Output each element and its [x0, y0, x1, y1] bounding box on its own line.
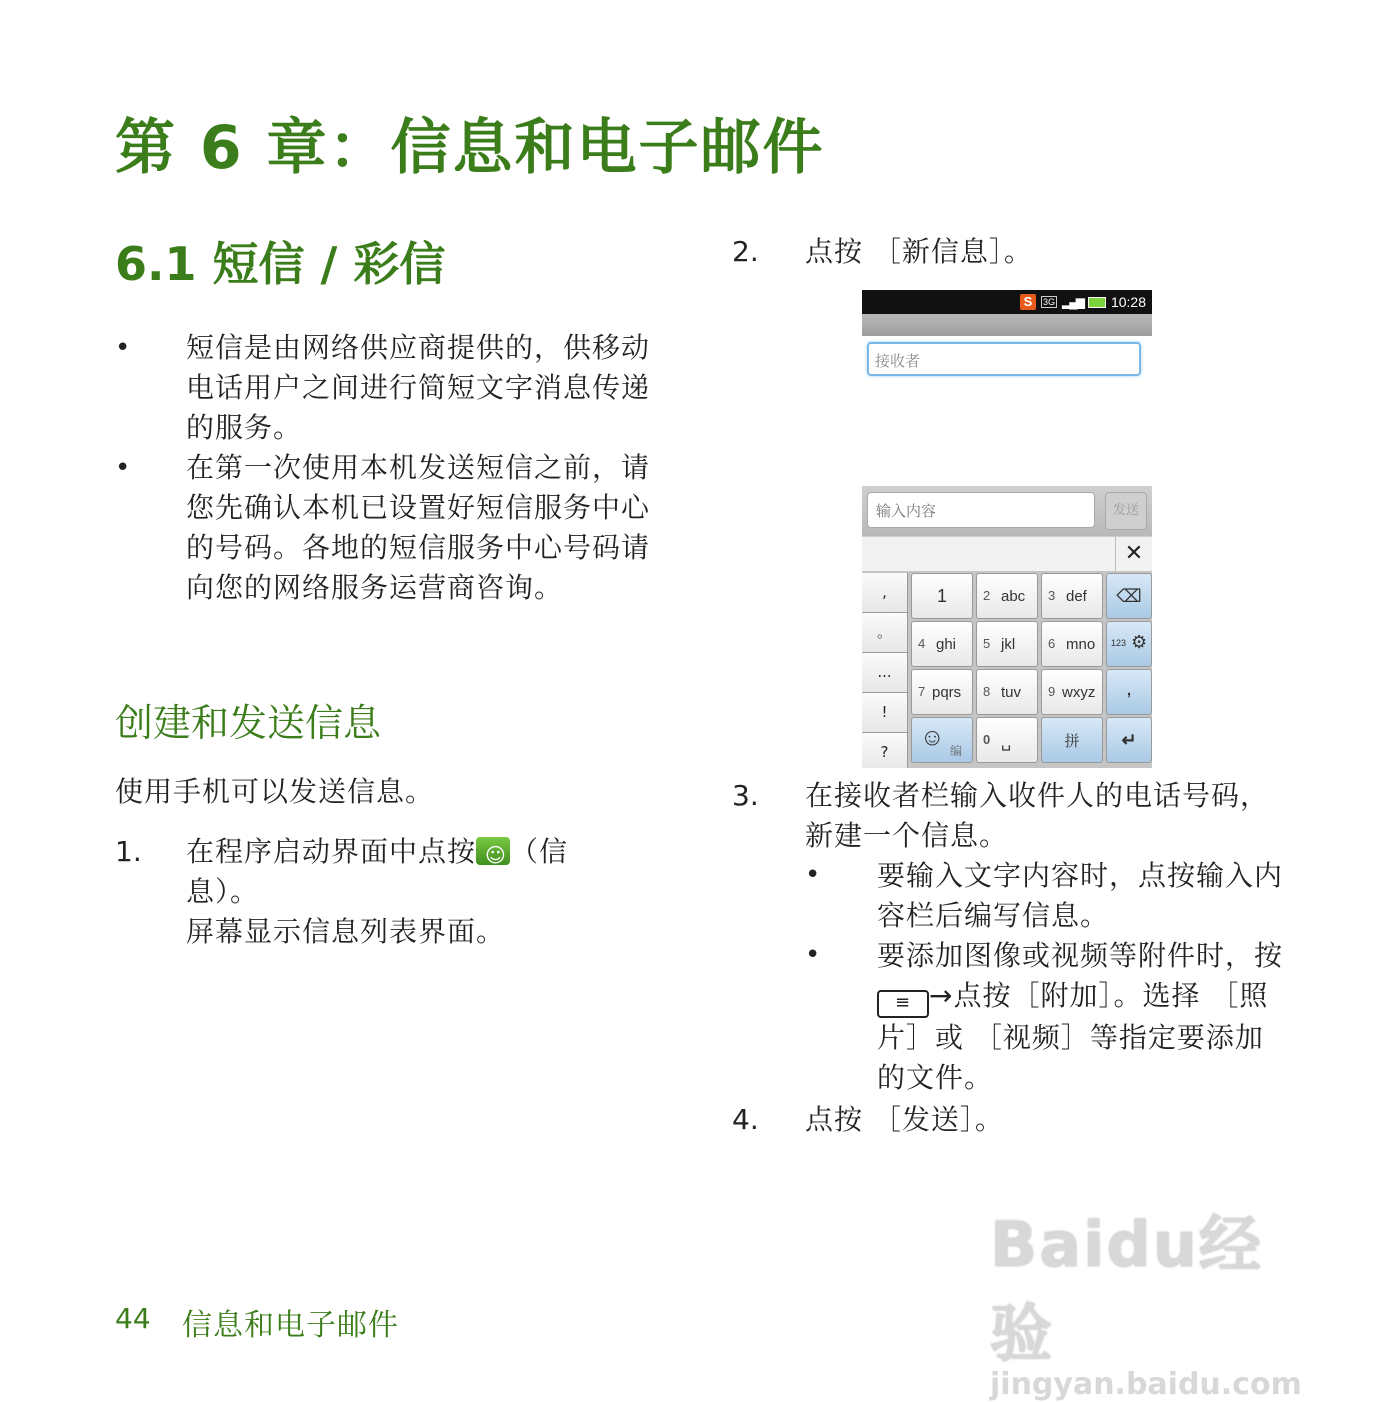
- key-digit: 2: [983, 588, 991, 603]
- key-7[interactable]: [911, 669, 973, 715]
- punct-key[interactable]: ?: [862, 733, 908, 768]
- step-2-text: 点按 ［新信息］。: [805, 235, 1033, 268]
- key-digit: 5: [983, 636, 991, 651]
- phone-screenshot: [862, 290, 1152, 768]
- punctuation-column: [862, 573, 908, 768]
- section-title: 6.1 短信 / 彩信: [115, 237, 446, 291]
- step-3-text: 在接收者栏输入收件人的电话号码，新建一个信息。: [805, 779, 1270, 852]
- emoji-edit-key[interactable]: [911, 717, 973, 763]
- punct-key[interactable]: !: [862, 693, 908, 733]
- bullet-dot: •: [115, 333, 131, 363]
- key-3[interactable]: [1041, 573, 1103, 619]
- subsection-title: 创建和发送信息: [115, 701, 382, 745]
- intro-bullet-2: 在第一次使用本机发送短信之前，请您先确认本机已设置好短信服务中心的号码。各地的短信服务中心号码请向您的网络服务运营商咨询。: [186, 451, 651, 604]
- step-3-bullet-1: 要输入文字内容时，点按输入内容栏后编写信息。: [877, 859, 1284, 932]
- step-1-part-b: （信息）。: [186, 835, 569, 908]
- key-5[interactable]: [976, 621, 1038, 667]
- bullet-dot: •: [805, 940, 821, 970]
- comma-label: ,: [1126, 682, 1132, 699]
- battery-icon: [1088, 297, 1106, 308]
- status-time: 10:28: [1110, 294, 1146, 310]
- compose-area: [862, 336, 1152, 486]
- close-keyboard-icon[interactable]: ✕: [1115, 537, 1152, 571]
- pinyin-key[interactable]: [1041, 717, 1103, 763]
- key-letters: abc: [1001, 588, 1026, 605]
- key-letters: def: [1066, 588, 1087, 605]
- bullet-dot: •: [805, 860, 821, 890]
- menu-key-icon: ≡: [877, 990, 929, 1018]
- key-digit: 4: [918, 636, 926, 651]
- chapter-title: 第 6 章：信息和电子邮件: [115, 113, 825, 183]
- settings-key[interactable]: [1106, 621, 1152, 667]
- key-1-label: 1: [936, 586, 947, 606]
- keyboard: [862, 571, 1152, 768]
- smiley-icon: ☺: [920, 724, 945, 751]
- key-2[interactable]: [976, 573, 1038, 619]
- key-digit: 3: [1048, 588, 1056, 603]
- pinyin-label: 拼: [1064, 733, 1080, 750]
- key-1[interactable]: [911, 573, 973, 619]
- edit-label: 编: [950, 744, 963, 758]
- watermark-url: jingyan.baidu.com: [990, 1367, 1302, 1402]
- footer-chapter: 信息和电子邮件: [182, 1308, 399, 1343]
- step-3-bullet-2-part-b: →点按［附加］。选择 ［照片］或 ［视频］等指定要添加的文件。: [877, 979, 1269, 1094]
- space-key[interactable]: [976, 717, 1038, 763]
- enter-key[interactable]: [1106, 717, 1152, 763]
- key-digit: 8: [983, 684, 991, 699]
- backspace-icon: ⌫: [1116, 586, 1142, 606]
- baidu-watermark: [990, 1195, 1320, 1402]
- gear-icon: ⚙: [1131, 632, 1148, 652]
- send-button[interactable]: 发送: [1105, 492, 1147, 530]
- step-1-part-a: 在程序启动界面中点按: [186, 835, 477, 868]
- key-digit: 9: [1048, 684, 1056, 699]
- message-input-bar: [862, 486, 1152, 536]
- key-9[interactable]: [1041, 669, 1103, 715]
- comma-key[interactable]: [1106, 669, 1152, 715]
- step-4-number: 4.: [732, 1103, 759, 1136]
- sogou-icon: S: [1020, 294, 1036, 310]
- key-letters: ghi: [936, 636, 957, 653]
- step-1-number: 1.: [115, 835, 142, 868]
- key-letters: mno: [1066, 636, 1096, 653]
- signal-icon: ▂▄▆: [1061, 295, 1083, 309]
- step-4-text: 点按 ［发送］。: [805, 1103, 1004, 1136]
- key-digit: 6: [1048, 636, 1056, 651]
- recipient-field[interactable]: 接收者: [867, 342, 1141, 376]
- punct-key[interactable]: 。: [862, 613, 908, 653]
- mode-label: 123: [1111, 638, 1127, 648]
- enter-icon: ↵: [1121, 730, 1137, 750]
- space-icon: ␣: [1001, 734, 1012, 751]
- step-3-number: 3.: [732, 779, 759, 812]
- key-4[interactable]: [911, 621, 973, 667]
- status-bar: [862, 290, 1152, 314]
- intro-bullet-1: 短信是由网络供应商提供的，供移动电话用户之间进行简短文字消息传递的服务。: [186, 331, 651, 444]
- step-3-bullet-2-part-a: 要添加图像或视频等附件时，按: [877, 939, 1284, 972]
- candidate-bar: [862, 536, 1152, 571]
- step-1-text: [186, 832, 626, 912]
- key-8[interactable]: [976, 669, 1038, 715]
- watermark-logo: Baidu经验: [990, 1208, 1263, 1370]
- key-letters: jkl: [1001, 636, 1016, 653]
- key-digit: 7: [918, 684, 926, 699]
- messaging-app-icon: [476, 837, 510, 865]
- page-number: 44: [115, 1302, 151, 1335]
- step-1-result: 屏幕显示信息列表界面。: [186, 915, 506, 948]
- key-letters: pqrs: [932, 684, 962, 701]
- key-letters: wxyz: [1062, 684, 1096, 701]
- network-3g-icon: 3G: [1042, 297, 1055, 307]
- backspace-key[interactable]: [1106, 573, 1152, 619]
- punct-key[interactable]: ...: [862, 653, 908, 693]
- key-6[interactable]: [1041, 621, 1103, 667]
- punct-key[interactable]: ,: [862, 573, 908, 613]
- key-letters: tuv: [1001, 684, 1022, 701]
- subsection-intro: 使用手机可以发送信息。: [115, 775, 435, 808]
- content-input[interactable]: 输入内容: [867, 492, 1095, 528]
- bullet-dot: •: [115, 453, 131, 483]
- title-bar: [862, 314, 1152, 336]
- step-2-number: 2.: [732, 235, 759, 268]
- step-3-bullet-2: [877, 936, 1283, 1098]
- key-digit: 0: [983, 732, 991, 747]
